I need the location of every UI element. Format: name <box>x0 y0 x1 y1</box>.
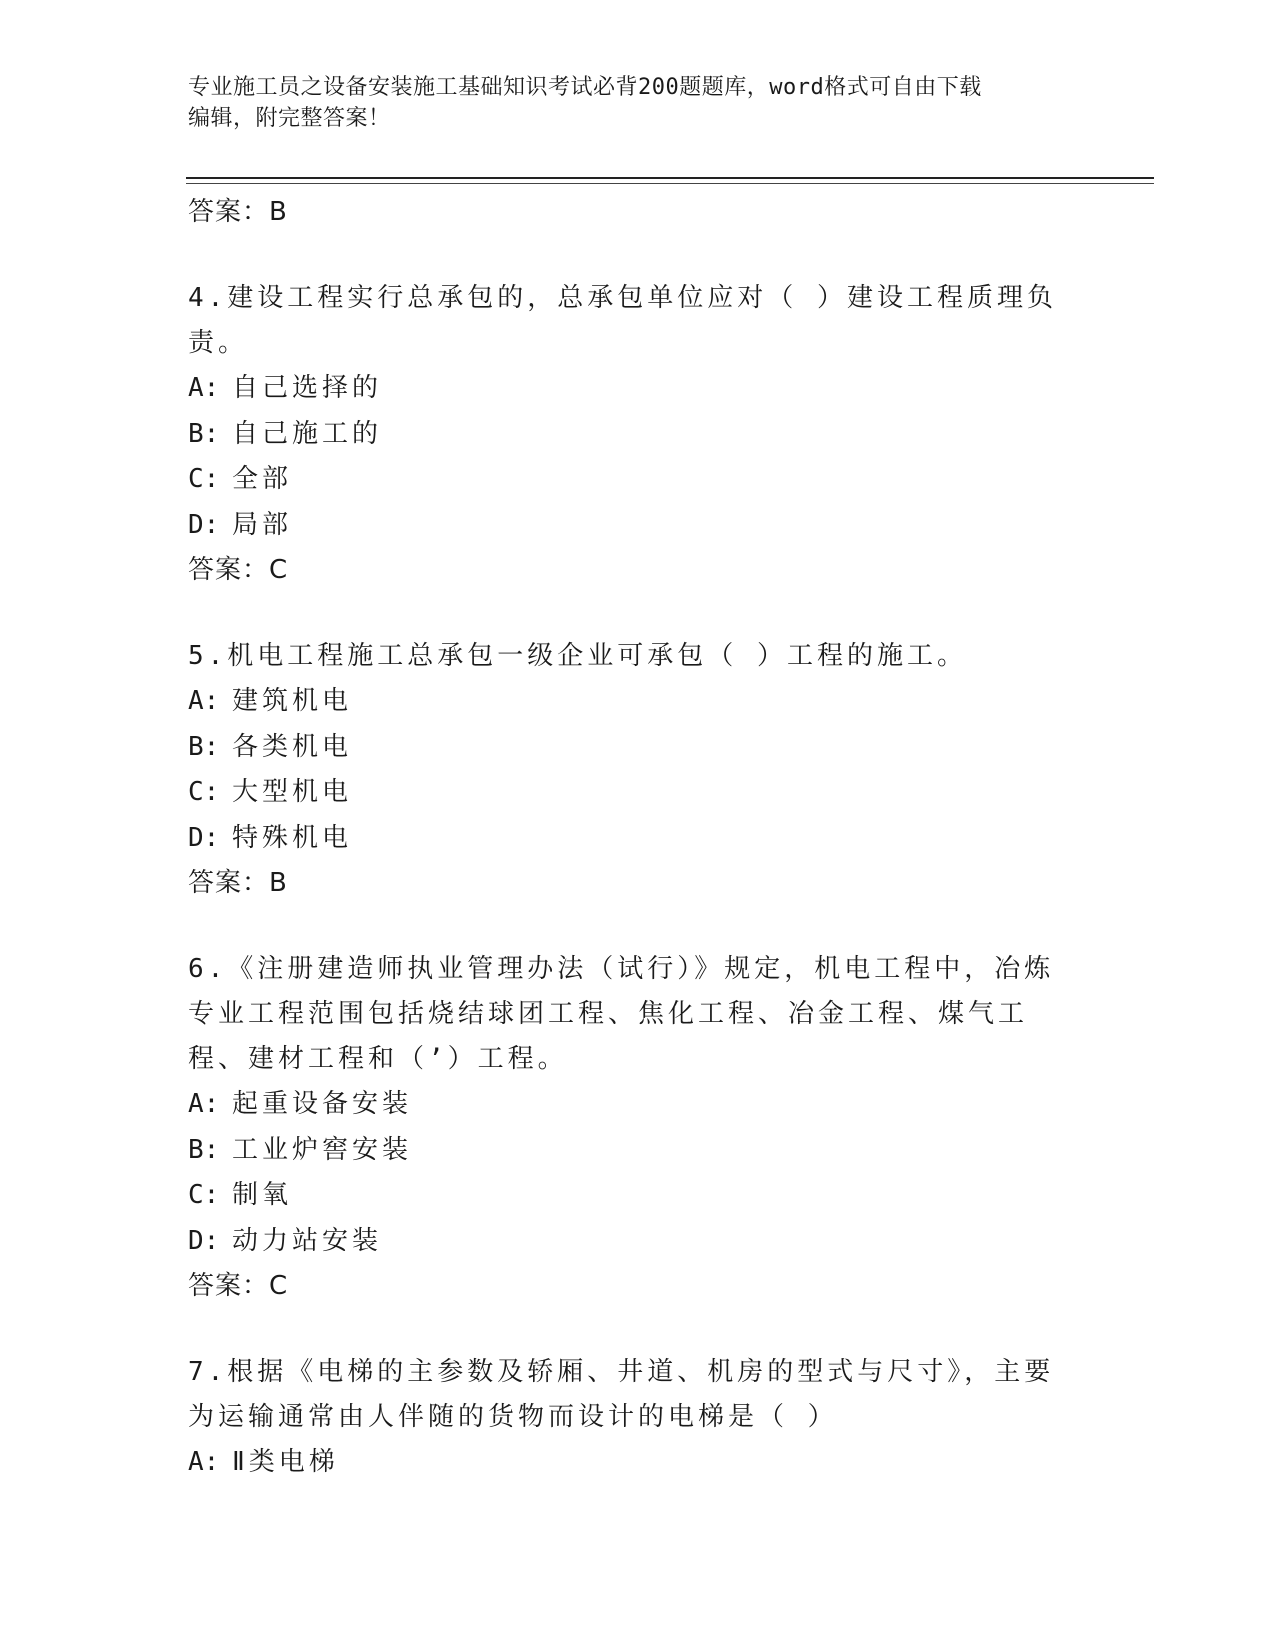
option-letter: D: <box>188 1225 220 1256</box>
option-letter: A: <box>188 1089 220 1119</box>
question-text: 7.根据《电梯的主参数及轿厢、井道、机房的型式与尺寸》，主要为运输通常由人伴随的货物而设计的电梯是（ ） <box>188 1357 1055 1432</box>
option-c <box>188 457 1068 503</box>
option-text: Ⅱ类电梯 <box>232 1447 339 1477</box>
block-gap <box>188 1308 1068 1350</box>
block-gap <box>188 592 1068 634</box>
option-b <box>188 725 1068 771</box>
option-text: 起重设备安装 <box>232 1089 413 1119</box>
answer-line: 答案：C <box>188 555 289 585</box>
question-block-6 <box>188 947 1068 1308</box>
option-a <box>188 1440 1068 1486</box>
option-letter: A: <box>188 373 220 403</box>
option-text: 大型机电 <box>232 777 353 807</box>
option-b <box>188 1128 1068 1174</box>
option-letter: C: <box>188 777 220 807</box>
option-a <box>188 366 1068 412</box>
answer-line: 答案：B <box>188 868 288 898</box>
option-letter: B: <box>188 418 220 449</box>
option-d <box>188 503 1068 549</box>
option-letter: C: <box>188 464 220 494</box>
option-c <box>188 770 1068 816</box>
option-b <box>188 412 1068 458</box>
header-divider-thin <box>186 183 1154 184</box>
option-c <box>188 1173 1068 1219</box>
option-text: 动力站安装 <box>232 1225 383 1256</box>
option-letter: D: <box>188 509 220 540</box>
option-text: 工业炉窖安装 <box>232 1134 413 1165</box>
option-letter: A: <box>188 1447 220 1477</box>
option-text: 自己施工的 <box>232 418 383 449</box>
header-title-line-1: 专业施工员之设备安装施工基础知识考试必背200题题库，word格式可自由下载 <box>188 75 982 100</box>
answer-line: 答案：B <box>188 197 288 227</box>
option-letter: D: <box>188 822 220 853</box>
option-text: 特殊机电 <box>232 822 353 853</box>
answer-line: 答案：C <box>188 1271 289 1301</box>
option-d <box>188 816 1068 862</box>
exam-content <box>188 190 1068 1486</box>
option-a <box>188 679 1068 725</box>
option-text: 自己选择的 <box>232 373 383 403</box>
header-divider-thick <box>186 177 1154 179</box>
question-block-4 <box>188 276 1068 592</box>
header-title-line-2: 编辑，附完整答案！ <box>188 106 391 131</box>
question-text: 5.机电工程施工总承包一级企业可承包（ ）工程的施工。 <box>188 641 967 671</box>
option-letter: C: <box>188 1180 220 1210</box>
question-text: 6.《注册建造师执业管理办法（试行）》规定，机电工程中，冶炼专业工程范围包括烧结球团工程、焦化工程、冶金工程、煤气工程、建材工程和（’）工程。 <box>188 954 1055 1074</box>
question-block-5 <box>188 634 1068 905</box>
option-text: 制氧 <box>232 1180 293 1210</box>
option-text: 局部 <box>232 509 293 540</box>
option-a <box>188 1082 1068 1128</box>
block-gap <box>188 234 1068 276</box>
option-letter: B: <box>188 1134 220 1165</box>
question-block-7 <box>188 1350 1068 1486</box>
question-text: 4.建设工程实行总承包的，总承包单位应对（ ）建设工程质理负责。 <box>188 283 1057 358</box>
block-gap <box>188 905 1068 947</box>
option-letter: B: <box>188 731 220 762</box>
page-header <box>188 72 1088 134</box>
option-text: 全部 <box>232 464 293 494</box>
option-text: 各类机电 <box>232 731 353 762</box>
option-letter: A: <box>188 686 220 716</box>
option-d <box>188 1219 1068 1265</box>
option-text: 建筑机电 <box>232 686 353 716</box>
